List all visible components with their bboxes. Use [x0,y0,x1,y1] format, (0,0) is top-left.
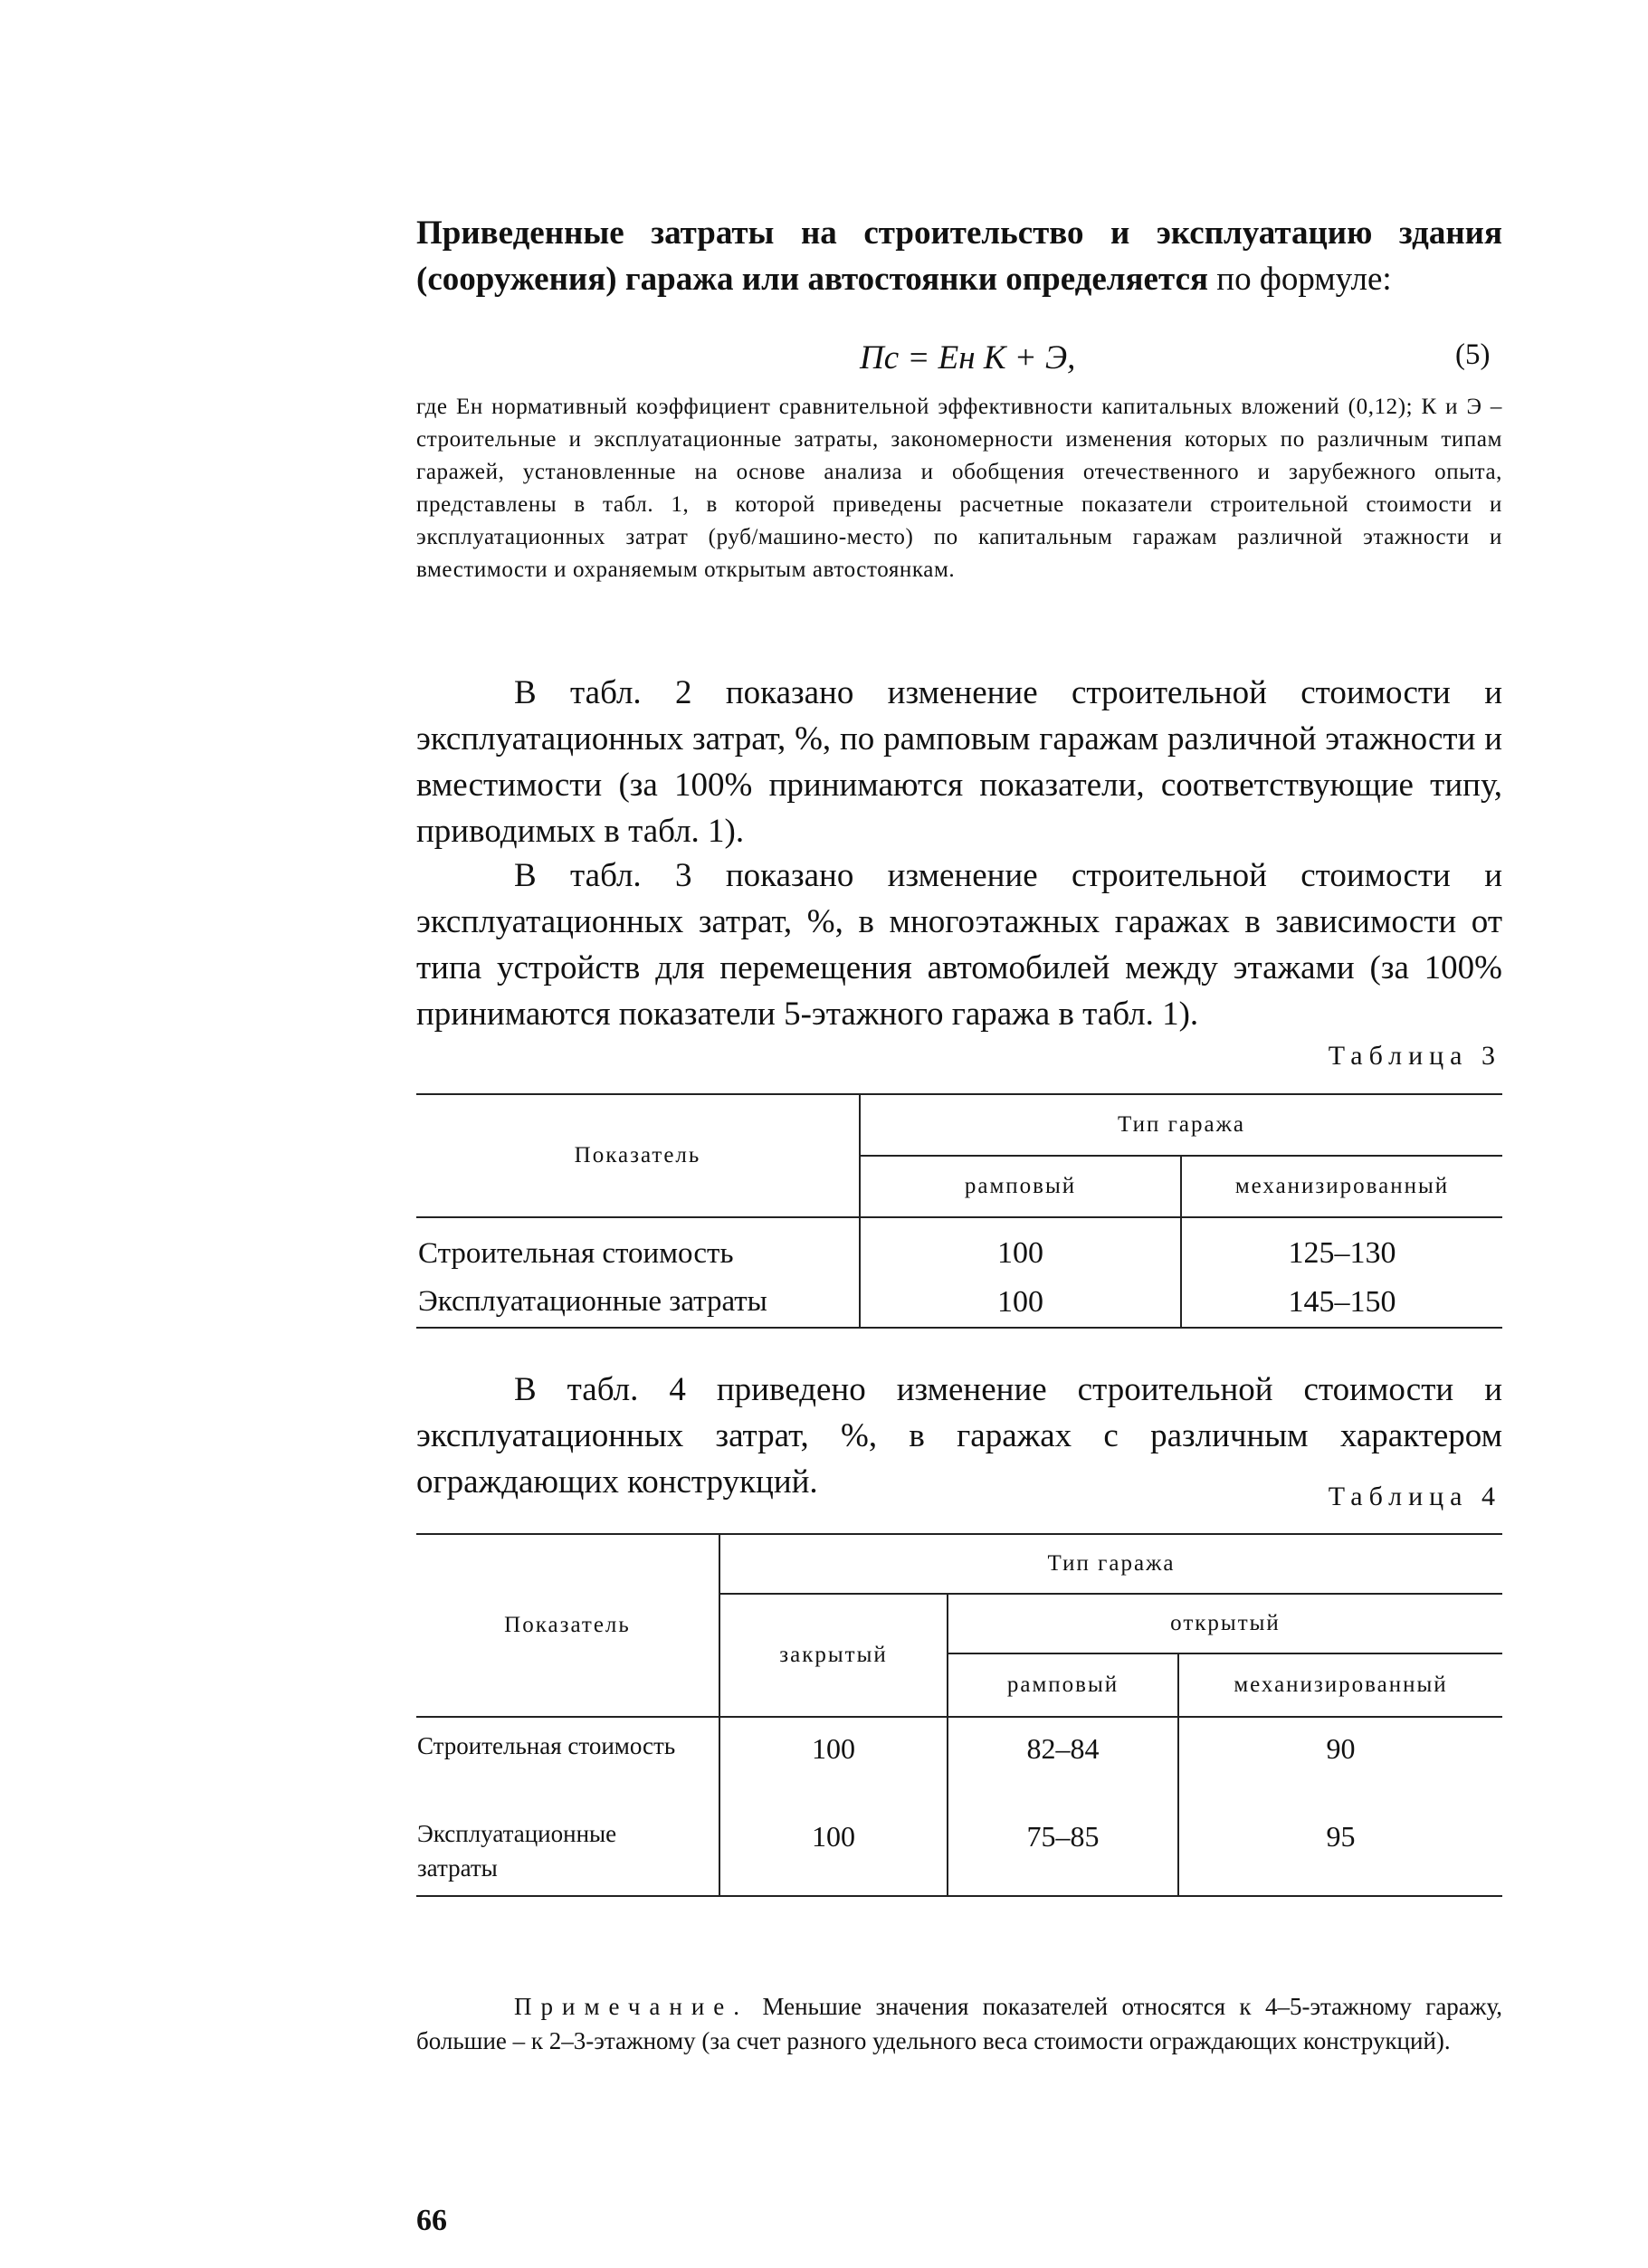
table3-row-label: Эксплуатационные затраты [418,1285,767,1318]
table4-cell: 75–85 [948,1806,1178,1896]
formula: Пс = Ен К + Э, [860,339,1076,376]
table-4 [416,1533,1502,1897]
table4-row-label: Эксплуатационные затраты [417,1820,617,1882]
table4-cell: 90 [1178,1717,1502,1806]
table4-cell: 95 [1178,1806,1502,1896]
note-text: Меньшие значения показателей относятся к 4–5-этажному гаражу, большие – к 2–3-этажному (за счет разного удельного веса стоимости ограждающих конструкций). [416,1993,1502,2054]
table4-header-mech: механизированный [1178,1653,1502,1717]
table4-caption: Таблица 4 [1328,1482,1501,1511]
table3-cell: 145–150 [1181,1277,1502,1328]
formula-number: (5) [1455,338,1491,371]
table4-header-open: открытый [948,1594,1502,1653]
table4-header-indicator: Показатель [416,1534,719,1717]
table3-row-label: Строительная стоимость [418,1236,734,1270]
formula-explanation: где Ен нормативный коэффициент сравнительной эффективности капитальных вложений (0,12); К и Э – строительные и эксплуатационные затраты, закономерности изменения которых по различным типам гаражей, установленные на основе анализа и обобщения отечественного и зарубежного опыта, представлены в табл. 1, в которой приведены расчетные показатели строительной стоимости и эксплуатационных затрат (руб/машино-место) по капитальным гаражам различной этажности и вместимости и охраняемым открытым автостоянкам. [416,395,1502,582]
table4-cell: 100 [719,1717,948,1806]
intro-rest-text: по формуле: [1208,261,1392,298]
paragraph-table4: В табл. 4 приведено изменение строительной стоимости и эксплуатационных затрат, %, в гаражах с различным характером ограждающих конструкций. [416,1371,1502,1501]
intro-bold-text: Приведенные затраты на строительство и эксплуатацию здания (сооружения) гаража или автостоянки определяется [416,214,1502,298]
table4-header-ramp: рамповый [948,1653,1178,1717]
page-number: 66 [416,2204,447,2237]
paragraph-table2: В табл. 2 показано изменение строительной стоимости и эксплуатационных затрат, %, по рамповым гаражам различной этажности и вместимости (за 100% принимаются показатели, соответствующие типу, приводимых в табл. 1). [416,674,1502,850]
table3-header-indicator: Показатель [416,1094,860,1217]
table3-header-mech: механизированный [1181,1156,1502,1217]
table3-cell: 100 [860,1217,1181,1277]
table4-header-closed: закрытый [719,1594,948,1717]
table4-row-label: Строительная стоимость [417,1732,676,1759]
table3-cell: 125–130 [1181,1217,1502,1277]
table3-header-garage-type: Тип гаража [860,1094,1502,1156]
paragraph-table3: В табл. 3 показано изменение строительной стоимости и эксплуатационных затрат, %, в многоэтажных гаражах в зависимости от типа устройств для перемещения автомобилей между этажами (за 100% принимаются показатели 5-этажного гаража в табл. 1). [416,857,1502,1033]
table3-cell: 100 [860,1277,1181,1328]
table3-header-ramp: рамповый [860,1156,1181,1217]
table4-header-garage-type: Тип гаража [719,1534,1502,1594]
table4-cell: 82–84 [948,1717,1178,1806]
intro-paragraph [416,210,1502,302]
table-3 [416,1093,1502,1329]
table4-cell: 100 [719,1806,948,1896]
table4-note [416,1989,1502,2058]
note-lead: Примечание. [514,1993,749,2020]
table3-caption: Таблица 3 [1328,1041,1501,1071]
